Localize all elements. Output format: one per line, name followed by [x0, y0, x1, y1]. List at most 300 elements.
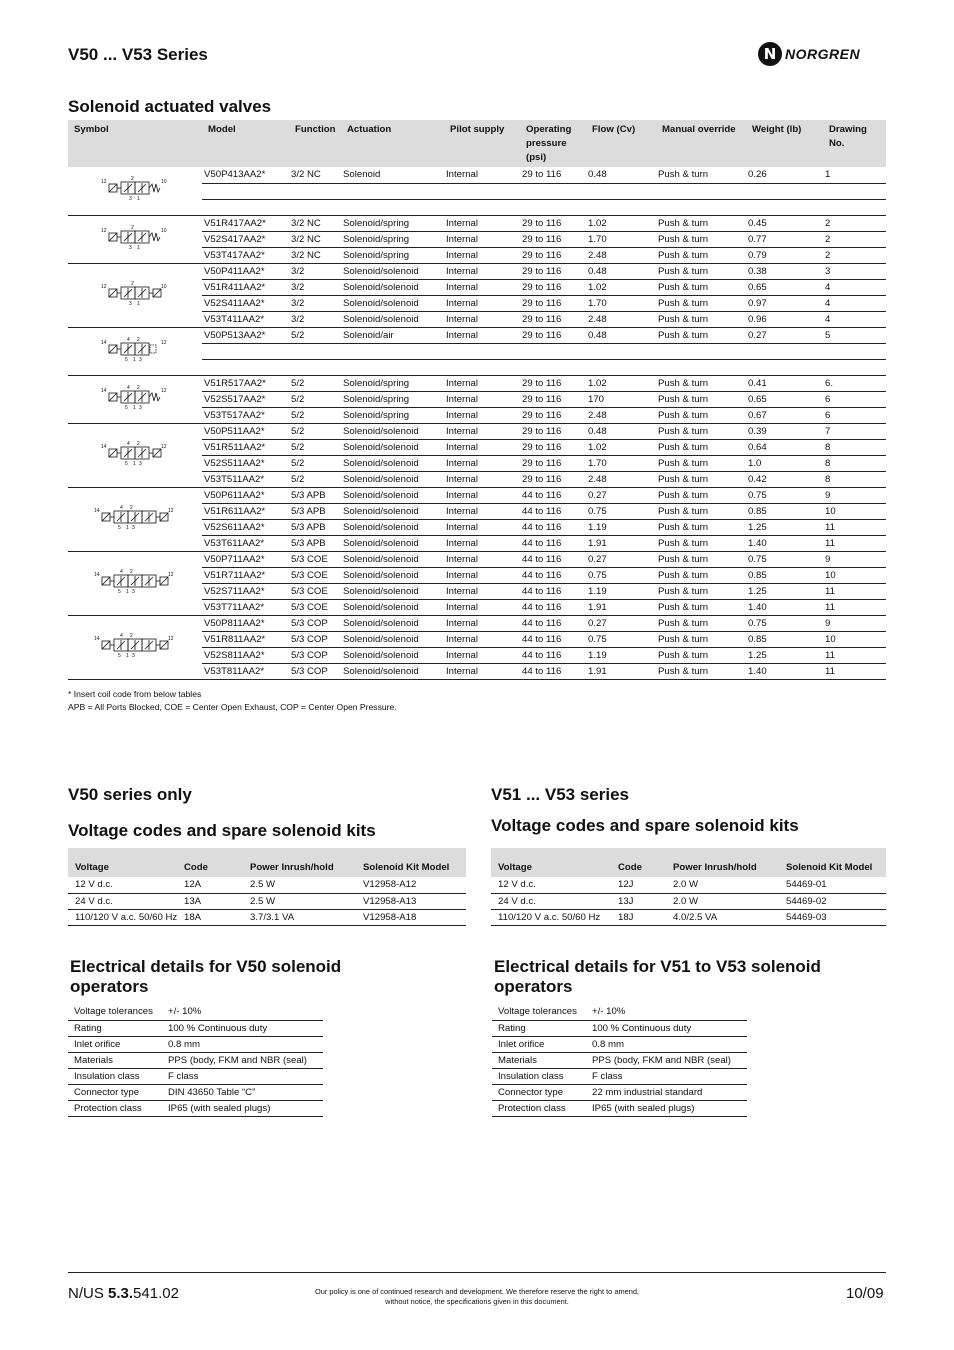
table-cell: 13J	[611, 893, 666, 909]
table-cell: 0.48	[586, 327, 656, 343]
table-cell: 0.67	[746, 407, 823, 423]
empty-cell	[520, 183, 586, 199]
table-cell: Solenoid/solenoid	[341, 279, 444, 295]
table-cell: Push & turn	[656, 647, 746, 663]
empty-cell	[444, 199, 520, 215]
table-cell: V50P511AA2*	[202, 423, 289, 439]
table-cell: 1.70	[586, 295, 656, 311]
table-cell: V51R711AA2*	[202, 567, 289, 583]
table-cell: 9	[823, 551, 886, 567]
table-cell: Solenoid/solenoid	[341, 535, 444, 551]
property-value: +/- 10%	[162, 1004, 323, 1020]
table-cell: Push & turn	[656, 535, 746, 551]
table-cell: 29 to 116	[520, 327, 586, 343]
svg-text:1: 1	[137, 244, 140, 251]
table-cell: 1.0	[746, 455, 823, 471]
main-table-title: Solenoid actuated valves	[68, 97, 272, 116]
table-cell: 8	[823, 455, 886, 471]
table-cell: 0.65	[746, 391, 823, 407]
table-cell: 29 to 116	[520, 231, 586, 247]
table-cell: Solenoid/solenoid	[341, 551, 444, 567]
table-cell: 3/2	[289, 295, 341, 311]
table-cell: Push & turn	[656, 391, 746, 407]
table-cell: V53T811AA2*	[202, 663, 289, 679]
empty-cell	[341, 199, 444, 215]
table-cell: 5/3 COE	[289, 599, 341, 615]
svg-text:2: 2	[130, 504, 133, 511]
table-cell: Internal	[444, 471, 520, 487]
table-row	[68, 1100, 323, 1116]
empty-cell	[586, 343, 656, 359]
col-header: Power Inrush/hold	[243, 848, 356, 877]
symbol-cell	[68, 423, 202, 487]
table-cell: 44 to 116	[520, 663, 586, 679]
table-cell: Internal	[444, 375, 520, 391]
table-cell: 3/2	[289, 263, 341, 279]
svg-text:12: 12	[161, 443, 167, 450]
table-cell: 44 to 116	[520, 599, 586, 615]
table-cell: 0.75	[746, 551, 823, 567]
table-cell: 0.97	[746, 295, 823, 311]
table-cell: V12958-A13	[356, 893, 466, 909]
table-cell: 44 to 116	[520, 647, 586, 663]
svg-text:3: 3	[139, 404, 142, 411]
table-cell: 0.41	[746, 375, 823, 391]
table-cell: 1.91	[586, 663, 656, 679]
table-cell: Push & turn	[656, 407, 746, 423]
svg-text:2: 2	[137, 384, 140, 391]
kits-v50-table	[68, 848, 466, 926]
empty-cell	[289, 199, 341, 215]
table-cell: Internal	[444, 615, 520, 631]
table-cell: V12958-A18	[356, 909, 466, 925]
col-header: Solenoid Kit Model	[779, 848, 886, 877]
empty-cell	[823, 183, 886, 199]
table-cell: 1.40	[746, 599, 823, 615]
table-cell: 0.26	[746, 167, 823, 183]
symbol-cell	[68, 327, 202, 375]
table-cell: 29 to 116	[520, 263, 586, 279]
empty-cell	[444, 343, 520, 359]
col-header: Function	[289, 120, 341, 167]
empty-cell	[341, 343, 444, 359]
empty-cell	[656, 343, 746, 359]
table-cell: 1.02	[586, 279, 656, 295]
table-cell: 2	[823, 247, 886, 263]
table-cell: 5/3 COE	[289, 551, 341, 567]
elec-v51-table	[492, 1004, 747, 1117]
table-cell: Internal	[444, 599, 520, 615]
svg-text:2: 2	[130, 568, 133, 575]
table-cell: 10	[823, 631, 886, 647]
table-cell: Internal	[444, 631, 520, 647]
table-cell: 110/120 V a.c. 50/60 Hz	[68, 909, 177, 925]
table-cell: 6	[823, 407, 886, 423]
table-cell: 2.0 W	[666, 893, 779, 909]
table-cell: Push & turn	[656, 599, 746, 615]
empty-cell	[202, 359, 289, 375]
table-row	[492, 1020, 747, 1036]
kits-v50-subtitle: Voltage codes and spare solenoid kits	[68, 821, 376, 840]
empty-cell	[656, 199, 746, 215]
table-cell: 9	[823, 615, 886, 631]
table-row	[491, 909, 886, 925]
empty-cell	[289, 359, 341, 375]
table-cell: Solenoid/spring	[341, 407, 444, 423]
empty-cell	[746, 359, 823, 375]
table-cell: 5/3 COE	[289, 583, 341, 599]
empty-cell	[289, 183, 341, 199]
table-cell: 2.48	[586, 407, 656, 423]
s52ss-valve-symbol-icon	[75, 439, 195, 467]
table-cell: 0.85	[746, 567, 823, 583]
table-cell: Internal	[444, 551, 520, 567]
table-cell: Push & turn	[656, 615, 746, 631]
table-cell: Push & turn	[656, 503, 746, 519]
table-cell: 0.75	[586, 503, 656, 519]
table-cell: 0.48	[586, 423, 656, 439]
table-header-row	[68, 120, 886, 167]
svg-text:1: 1	[137, 196, 140, 203]
property-value: IP65 (with sealed plugs)	[162, 1100, 323, 1116]
table-cell: 10	[823, 567, 886, 583]
svg-text:4: 4	[127, 384, 130, 391]
table-cell: 29 to 116	[520, 471, 586, 487]
table-row	[68, 487, 886, 503]
table-row	[68, 615, 886, 631]
table-cell: 29 to 116	[520, 311, 586, 327]
table-header-row	[491, 848, 886, 877]
table-cell: 0.75	[586, 631, 656, 647]
table-cell: Push & turn	[656, 583, 746, 599]
svg-text:3: 3	[129, 196, 132, 203]
footer-divider	[68, 1272, 886, 1273]
table-cell: Internal	[444, 567, 520, 583]
svg-text:4: 4	[127, 336, 130, 343]
property-value: 100 % Continuous duty	[586, 1020, 747, 1036]
table-cell: 0.96	[746, 311, 823, 327]
table-cell: Push & turn	[656, 215, 746, 231]
table-cell: V50P611AA2*	[202, 487, 289, 503]
table-cell: 170	[586, 391, 656, 407]
table-cell: 44 to 116	[520, 631, 586, 647]
table-cell: 4	[823, 295, 886, 311]
table-cell: V53T517AA2*	[202, 407, 289, 423]
property-label: Inlet orifice	[68, 1036, 162, 1052]
symbol-cell	[68, 615, 202, 679]
svg-text:5: 5	[118, 588, 121, 595]
svg-text:12: 12	[161, 339, 167, 346]
table-cell: 44 to 116	[520, 487, 586, 503]
table-cell: 5/3 APB	[289, 487, 341, 503]
table-cell: 0.38	[746, 263, 823, 279]
svg-text:3: 3	[139, 460, 142, 467]
table-row	[68, 877, 466, 893]
table-cell: 1.25	[746, 583, 823, 599]
svg-text:4: 4	[120, 632, 123, 639]
svg-text:1: 1	[137, 300, 140, 307]
table-cell: 4.0/2.5 VA	[666, 909, 779, 925]
logo-mark-icon: N	[758, 42, 782, 66]
policy-line: Our policy is one of continued research and development. We therefore reserve the right to amend,	[314, 1287, 639, 1296]
empty-cell	[341, 359, 444, 375]
table-cell: V51R517AA2*	[202, 375, 289, 391]
table-cell: 6.	[823, 375, 886, 391]
table-row	[68, 893, 466, 909]
table-cell: 5/3 APB	[289, 503, 341, 519]
table-cell: 5/2	[289, 375, 341, 391]
table-cell: 11	[823, 519, 886, 535]
table-cell: 2	[823, 231, 886, 247]
logo-text: NORGREN	[785, 46, 861, 62]
symbol-cell	[68, 215, 202, 263]
table-cell: V51R511AA2*	[202, 439, 289, 455]
table-cell: 11	[823, 535, 886, 551]
table-cell: 54469-01	[779, 877, 886, 893]
property-label: Rating	[68, 1020, 162, 1036]
table-cell: V52S417AA2*	[202, 231, 289, 247]
symbol-cell	[68, 551, 202, 615]
table-cell: 11	[823, 647, 886, 663]
table-cell: 1.25	[746, 519, 823, 535]
empty-cell	[823, 199, 886, 215]
table-cell: 8	[823, 439, 886, 455]
col-header: Power Inrush/hold	[666, 848, 779, 877]
col-header: Weight (lb)	[746, 120, 823, 167]
table-cell: 1.70	[586, 231, 656, 247]
empty-cell	[746, 199, 823, 215]
table-cell: 1.70	[586, 455, 656, 471]
svg-text:10: 10	[161, 283, 167, 290]
table-cell: Internal	[444, 503, 520, 519]
svg-text:1: 1	[133, 460, 136, 467]
col-header: Model	[202, 120, 289, 167]
table-cell: 5/3 COP	[289, 663, 341, 679]
table-cell: V53T611AA2*	[202, 535, 289, 551]
property-value: IP65 (with sealed plugs)	[586, 1100, 747, 1116]
table-cell: Solenoid/spring	[341, 247, 444, 263]
svg-text:3: 3	[132, 524, 135, 531]
table-cell: Push & turn	[656, 471, 746, 487]
col-header: Solenoid Kit Model	[356, 848, 466, 877]
property-value: F class	[586, 1068, 747, 1084]
table-cell: Internal	[444, 247, 520, 263]
table-cell: 5	[823, 327, 886, 343]
table-cell: Solenoid/solenoid	[341, 503, 444, 519]
s53-valve-symbol-icon	[75, 567, 195, 595]
table-cell: 1.19	[586, 647, 656, 663]
svg-text:2: 2	[130, 632, 133, 639]
table-cell: 44 to 116	[520, 551, 586, 567]
table-cell: V53T711AA2*	[202, 599, 289, 615]
svg-text:14: 14	[101, 443, 107, 450]
kits-v51-title: V51 ... V53 series	[491, 785, 629, 804]
property-label: Rating	[492, 1020, 586, 1036]
table-cell: 12J	[611, 877, 666, 893]
table-row	[68, 423, 886, 439]
table-cell: 1.25	[746, 647, 823, 663]
table-cell: Internal	[444, 647, 520, 663]
svg-text:12: 12	[161, 387, 167, 394]
table-cell: Solenoid/solenoid	[341, 615, 444, 631]
table-cell: Internal	[444, 583, 520, 599]
svg-text:3: 3	[139, 356, 142, 363]
svg-text:3: 3	[132, 588, 135, 595]
table-cell: Solenoid/solenoid	[341, 631, 444, 647]
svg-text:12: 12	[168, 635, 174, 642]
s32ss-valve-symbol-icon	[75, 279, 195, 307]
table-cell: 44 to 116	[520, 535, 586, 551]
col-header: Operating pressure (psi)	[520, 120, 586, 167]
table-cell: 0.42	[746, 471, 823, 487]
svg-text:1: 1	[126, 652, 129, 659]
table-cell: V53T511AA2*	[202, 471, 289, 487]
table-cell: 3/2	[289, 311, 341, 327]
svg-text:12: 12	[168, 507, 174, 514]
table-cell: 29 to 116	[520, 455, 586, 471]
svg-text:1: 1	[126, 524, 129, 531]
property-label: Materials	[492, 1052, 586, 1068]
empty-cell	[202, 183, 289, 199]
col-header: Symbol	[68, 120, 202, 167]
empty-cell	[586, 183, 656, 199]
table-cell: V51R411AA2*	[202, 279, 289, 295]
table-cell: 29 to 116	[520, 375, 586, 391]
table-cell: 29 to 116	[520, 247, 586, 263]
svg-text:1: 1	[133, 404, 136, 411]
kits-v51-table	[491, 848, 886, 926]
svg-text:14: 14	[101, 339, 107, 346]
empty-cell	[341, 183, 444, 199]
svg-text:14: 14	[94, 635, 100, 642]
table-cell: Solenoid/spring	[341, 391, 444, 407]
table-cell: Push & turn	[656, 423, 746, 439]
empty-cell	[586, 359, 656, 375]
table-cell: Internal	[444, 215, 520, 231]
table-cell: Solenoid/solenoid	[341, 311, 444, 327]
table-cell: 29 to 116	[520, 167, 586, 183]
table-cell: V50P711AA2*	[202, 551, 289, 567]
table-cell: Push & turn	[656, 375, 746, 391]
kits-v51-subtitle: Voltage codes and spare solenoid kits	[491, 816, 799, 835]
table-cell: 1.91	[586, 599, 656, 615]
table-cell: 24 V d.c.	[68, 893, 177, 909]
table-cell: Solenoid	[341, 167, 444, 183]
table-row	[68, 327, 886, 343]
property-value: F class	[162, 1068, 323, 1084]
table-cell: 2.48	[586, 311, 656, 327]
table-cell: Solenoid/spring	[341, 215, 444, 231]
footer-date: 10/09	[846, 1285, 884, 1302]
document-reference	[68, 1285, 179, 1302]
table-cell: Push & turn	[656, 327, 746, 343]
table-cell: Push & turn	[656, 631, 746, 647]
table-cell: 0.64	[746, 439, 823, 455]
table-cell: Solenoid/spring	[341, 231, 444, 247]
svg-text:3: 3	[132, 652, 135, 659]
col-header: Voltage	[491, 848, 611, 877]
table-row	[491, 893, 886, 909]
table-cell: 1.19	[586, 519, 656, 535]
table-cell: 5/3 COE	[289, 567, 341, 583]
table-cell: V51R611AA2*	[202, 503, 289, 519]
property-label: Connector type	[68, 1084, 162, 1100]
svg-text:14: 14	[101, 387, 107, 394]
table-row	[68, 1084, 323, 1100]
table-cell: Solenoid/solenoid	[341, 471, 444, 487]
table-cell: 10	[823, 503, 886, 519]
ref-suffix: 541.02	[133, 1285, 179, 1302]
table-cell: 4	[823, 279, 886, 295]
table-cell: Solenoid/solenoid	[341, 455, 444, 471]
table-cell: Solenoid/solenoid	[341, 439, 444, 455]
table-cell: 24 V d.c.	[491, 893, 611, 909]
table-row	[68, 1004, 323, 1020]
table-cell: 11	[823, 599, 886, 615]
table-cell: Internal	[444, 423, 520, 439]
table-cell: 0.85	[746, 631, 823, 647]
col-header: Actuation	[341, 120, 444, 167]
property-label: Insulation class	[68, 1068, 162, 1084]
table-cell: Push & turn	[656, 551, 746, 567]
empty-cell	[746, 183, 823, 199]
table-cell: 3	[823, 263, 886, 279]
table-row	[492, 1036, 747, 1052]
empty-cell	[444, 183, 520, 199]
s32-valve-symbol-icon	[75, 174, 195, 202]
table-row	[492, 1100, 747, 1116]
valves-table-body	[68, 167, 886, 679]
table-row	[492, 1052, 747, 1068]
svg-text:3: 3	[129, 244, 132, 251]
col-header: Manual override	[656, 120, 746, 167]
s52sp-valve-symbol-icon	[75, 383, 195, 411]
table-cell: Push & turn	[656, 295, 746, 311]
table-cell: V51R417AA2*	[202, 215, 289, 231]
svg-text:2: 2	[137, 336, 140, 343]
table-cell: 1.40	[746, 663, 823, 679]
table-cell: 9	[823, 487, 886, 503]
table-cell: V50P413AA2*	[202, 167, 289, 183]
table-cell: 5/3 COP	[289, 631, 341, 647]
svg-text:2: 2	[137, 440, 140, 447]
table-cell: 1	[823, 167, 886, 183]
property-value: 100 % Continuous duty	[162, 1020, 323, 1036]
table-cell: Push & turn	[656, 439, 746, 455]
table-cell: Push & turn	[656, 231, 746, 247]
table-cell: Solenoid/solenoid	[341, 583, 444, 599]
table-cell: 29 to 116	[520, 215, 586, 231]
table-cell: 0.75	[746, 615, 823, 631]
table-cell: 12A	[177, 877, 243, 893]
table-cell: Solenoid/solenoid	[341, 519, 444, 535]
table-cell: 0.27	[586, 615, 656, 631]
table-cell: V51R811AA2*	[202, 631, 289, 647]
table-cell: Push & turn	[656, 567, 746, 583]
table-cell: V50P513AA2*	[202, 327, 289, 343]
table-cell: 2.48	[586, 247, 656, 263]
table-cell: Internal	[444, 391, 520, 407]
table-cell: 54469-02	[779, 893, 886, 909]
table-cell: Internal	[444, 663, 520, 679]
table-cell: 6	[823, 391, 886, 407]
table-row	[68, 551, 886, 567]
svg-text:5: 5	[118, 524, 121, 531]
table-cell: 29 to 116	[520, 407, 586, 423]
ref-bold: 5.3.	[108, 1285, 134, 1302]
table-cell: 13A	[177, 893, 243, 909]
table-cell: 2.5 W	[243, 893, 356, 909]
